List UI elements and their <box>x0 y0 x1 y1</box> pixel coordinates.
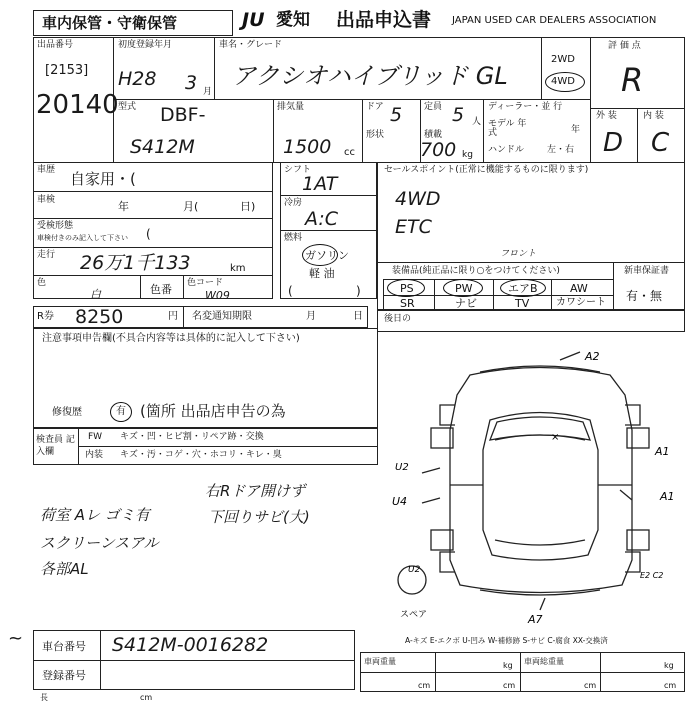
fuel-label: 燃料 <box>284 233 303 243</box>
name-change-label: 名変通知期限 <box>192 311 252 322</box>
storage-label: 車内保管・守衛保管 <box>42 14 178 32</box>
sales-label: セールスポイント(正常に機能するものに限ります) <box>384 165 589 175</box>
equip-item-4: SR <box>400 297 415 310</box>
ju-logo: JU <box>242 9 265 31</box>
inspector-row2-label: 内装 <box>85 450 104 460</box>
displacement-value: 1500 <box>283 136 332 158</box>
handle-options: 左・右 <box>547 145 575 155</box>
fuel-paren-close: ) <box>356 284 361 298</box>
damage-mark-4: A1 <box>660 490 675 503</box>
handwritten-note-2: 荷室 Aレ ゴミ有 <box>40 506 150 524</box>
grade-label: 評 価 点 <box>608 41 641 51</box>
first-reg-month-unit: 月 <box>203 87 213 97</box>
recycle-value: 8250 <box>75 306 124 328</box>
inspection-month: 月( <box>183 200 199 213</box>
damage-mark-7: U2 <box>408 565 421 575</box>
weight-kg-1: kg <box>503 661 513 670</box>
shift-label: シフト <box>284 165 312 175</box>
color-code-value: W09 <box>205 289 230 302</box>
sales-line1: 4WD <box>395 188 441 210</box>
load-unit: kg <box>462 150 473 160</box>
warranty-label: 新車保証書 <box>624 266 670 276</box>
equip-item-0: PS <box>400 282 414 295</box>
doc-title: 出品申込書 <box>336 9 432 31</box>
recycle-label: R券 <box>37 311 54 322</box>
acceptance-note: 車検付きのみ記入して下さい <box>37 234 128 242</box>
grade-int-value: C <box>651 128 670 158</box>
inspector-row1: キズ・凹・ヒビ割・リペア跡・交換 <box>120 432 264 442</box>
color-label: 色 <box>37 278 47 288</box>
association-name: 愛知 <box>276 10 310 30</box>
inspection-day: 日) <box>240 200 256 213</box>
aircon-label: 冷房 <box>284 198 303 208</box>
acceptance-paren: ( <box>146 227 151 241</box>
load-label: 積載 <box>424 130 443 140</box>
drive-2wd: 2WD <box>551 54 575 65</box>
displacement-label: 排気量 <box>277 102 305 112</box>
capacity-value: 5 <box>452 104 465 126</box>
fuel-gasoline: ガソリン <box>305 249 349 262</box>
equip-item-5: ナビ <box>455 297 477 310</box>
handwritten-note-4: 各部AL <box>40 560 89 578</box>
lot-code: [2153] <box>45 63 89 78</box>
weight-cm-4: cm <box>664 681 677 690</box>
handwritten-note-3: スクリーンスアル <box>40 534 159 552</box>
damage-mark-1: A1 <box>655 445 670 458</box>
lot-number: 20140 <box>36 90 119 120</box>
first-reg-year: H28 <box>118 68 157 90</box>
equip-item-1: PW <box>455 282 473 295</box>
shift-value: 1AT <box>302 173 338 195</box>
fuel-paren-open: ( <box>288 284 293 298</box>
equip-item-2: エアB <box>508 282 538 295</box>
displacement-unit: cc <box>344 147 355 158</box>
model-prefix: DBF- <box>160 104 206 126</box>
model-year-label: モデル 年式 <box>488 119 527 138</box>
name-change-month: 月 <box>306 311 316 322</box>
car-name-label: 車名・グレード <box>219 40 283 50</box>
damage-x-mark: × <box>551 432 560 443</box>
history-label: 車歴 <box>37 165 56 175</box>
weight-kg-2: kg <box>664 661 674 670</box>
grade-ext-label: 外 装 <box>596 111 617 121</box>
name-change-day: 日 <box>353 311 363 322</box>
shape-label: 形状 <box>366 130 385 140</box>
color-number-label: 色番 <box>150 283 172 296</box>
color-code-label: 色コード <box>187 278 224 288</box>
handle-label: ハンドル <box>488 145 525 155</box>
weight-cm-2: cm <box>503 681 516 690</box>
fuel-diesel: 軽 油 <box>309 267 335 280</box>
damage-mark-2: U2 <box>395 462 409 473</box>
car-name-value: アクシオハイブリッド GL <box>232 62 508 90</box>
first-reg-month: 3 <box>185 72 198 94</box>
grade-int-label: 内 装 <box>643 111 664 121</box>
history-value: 自家用・( <box>70 170 136 188</box>
inspection-label: 車検 <box>37 195 56 205</box>
weight-cm-1: cm <box>418 681 431 690</box>
damage-mark-5: A7 <box>528 613 543 626</box>
inspector-row2: キズ・汚・コゲ・穴・ホコリ・キレ・臭 <box>120 450 282 460</box>
weight-right-label: 車両総重量 <box>524 657 564 666</box>
damage-legend: A-キズ E-エクボ U-凹み W-補修跡 S-サビ C-腐食 XX-交換済 <box>405 636 608 645</box>
weight-cm-3: cm <box>584 681 597 690</box>
size-label: 長 <box>40 693 48 702</box>
first-reg-label: 初度登録年月 <box>118 40 173 50</box>
aircon-value: A:C <box>305 208 339 230</box>
grade-value: R <box>621 61 644 99</box>
doors-label: ドア <box>366 102 384 112</box>
sales-extra: フロント <box>500 249 537 259</box>
equip-item-3: AW <box>570 282 588 295</box>
chassis-value: S412M-0016282 <box>112 634 269 656</box>
mileage-label: 走行 <box>37 250 56 260</box>
dealer-label: ディーラー・並 行 <box>488 102 563 112</box>
model-label: 型式 <box>118 102 137 112</box>
repair-note: (箇所 出品店申告の為 <box>140 402 286 420</box>
acceptance-label: 受検形態 <box>37 221 74 231</box>
lot-label: 出品番号 <box>37 40 74 50</box>
capacity-label: 定員 <box>424 102 443 112</box>
damage-mark-3: U4 <box>392 495 408 508</box>
size-unit: cm <box>140 693 153 702</box>
doors-value: 5 <box>390 104 403 126</box>
mileage-unit: km <box>230 263 246 274</box>
mileage-value: 26万1千133 <box>80 252 191 274</box>
handwritten-note-0: 右Rドア開けず <box>205 482 305 500</box>
weight-left-label: 車両重量 <box>364 657 396 666</box>
inspection-year: 年 <box>118 200 129 213</box>
repair-label: 修復歴 <box>52 407 82 418</box>
recycle-unit: 円 <box>168 311 178 322</box>
damage-mark-0: A2 <box>585 350 600 363</box>
grade-ext-value: D <box>603 128 624 158</box>
drive-4wd: 4WD <box>551 76 575 87</box>
warranty-options: 有・無 <box>626 289 663 303</box>
registration-label: 登録番号 <box>42 669 86 682</box>
inspector-label: 検査員 記入欄 <box>36 435 75 457</box>
capacity-unit: 人 <box>472 117 482 127</box>
damage-mark-6: E2 C2 <box>640 571 664 580</box>
model-year-unit: 年 <box>571 125 581 135</box>
notes-label: 注意事項申告欄(不具合内容等は具体的に記入して下さい) <box>42 333 300 344</box>
sales-line2: ETC <box>395 216 432 238</box>
equip-item-7: カワシート <box>556 297 606 308</box>
color-value: 白 <box>90 288 101 301</box>
tilde-mark: ~ <box>8 628 24 649</box>
model-code: S412M <box>130 136 195 158</box>
spare-label: スペア <box>400 610 428 620</box>
later-fit-label: 後日の <box>384 314 412 324</box>
chassis-label: 車台番号 <box>42 640 86 653</box>
assoc-english: JAPAN USED CAR DEALERS ASSOCIATION <box>452 15 657 26</box>
repair-value: 有 <box>116 406 126 417</box>
load-value: 700 <box>420 139 457 161</box>
equipment-label: 装備品(純正品に限り○をつけてください) <box>392 266 560 276</box>
equip-item-6: TV <box>515 297 530 310</box>
handwritten-note-1: 下回りサビ(大) <box>208 508 310 526</box>
inspector-row1-label: FW <box>88 432 103 442</box>
